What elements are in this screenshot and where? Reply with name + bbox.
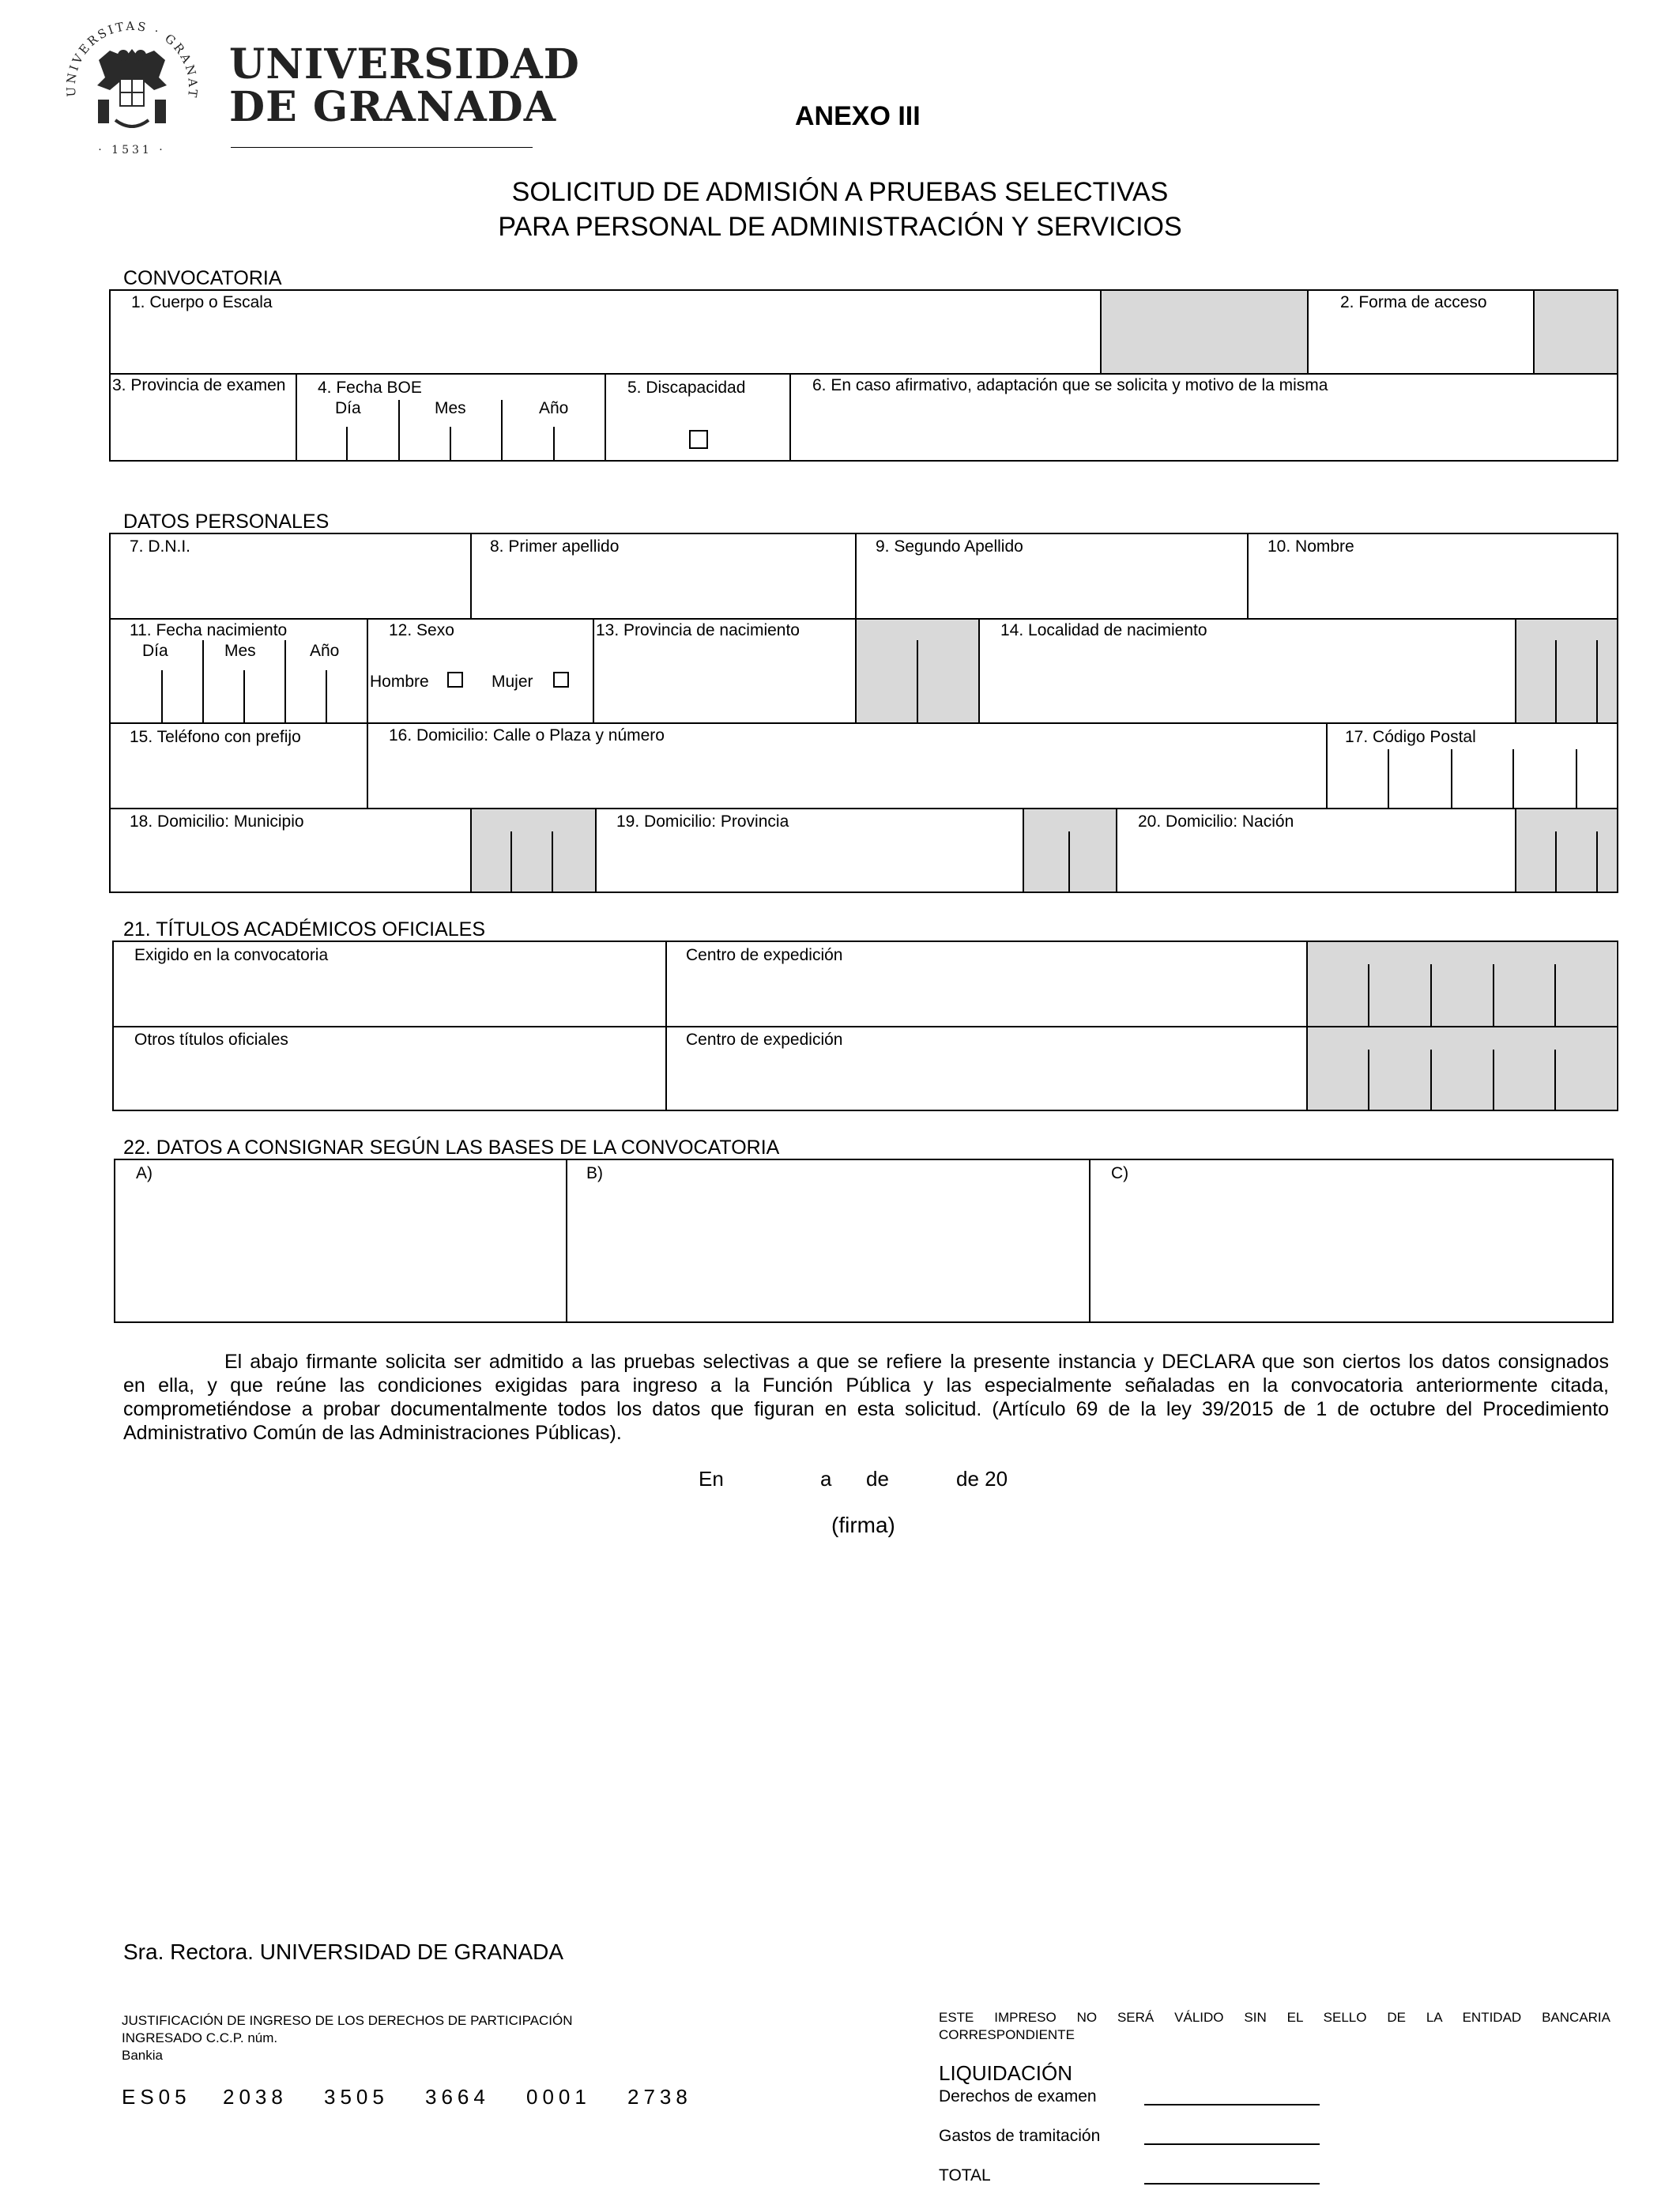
form-title-line1: SOLICITUD DE ADMISIÓN A PRUEBAS SELECTIVAS (511, 177, 1169, 207)
field-domicilio-nacion[interactable]: 20. Domicilio: Nación (1138, 812, 1294, 831)
field-forma-acceso[interactable]: 2. Forma de acceso (1340, 293, 1487, 311)
col-divider (1247, 533, 1249, 618)
field-centro-expedicion-1[interactable]: Centro de expedición (686, 946, 843, 964)
brand-underline (231, 147, 533, 148)
field-titulo-exigido[interactable]: Exigido en la convocatoria (134, 946, 329, 964)
cell-tick (1493, 964, 1494, 1026)
liquidacion-heading: LIQUIDACIÓN (939, 2061, 1073, 2085)
university-name-line2: DE GRANADA (229, 83, 557, 131)
declaration-paragraph (123, 1350, 1609, 1445)
cell-tick (1576, 749, 1577, 808)
iban-number (122, 2085, 729, 2109)
cell-tick (552, 831, 553, 893)
cell-tick (510, 831, 512, 893)
col-divider (1023, 808, 1024, 893)
date-divider (398, 400, 400, 462)
date-divider (202, 640, 204, 722)
col-divider (1533, 289, 1535, 375)
field-provincia-nacimiento[interactable]: 13. Provincia de nacimiento (596, 621, 800, 639)
label-hombre: Hombre (370, 673, 429, 691)
col-divider (1515, 618, 1516, 722)
label-dia: Día (142, 642, 168, 660)
field-base-c[interactable]: C) (1111, 1164, 1129, 1182)
discapacidad-checkbox[interactable] (689, 430, 708, 449)
cell-tick (1430, 964, 1432, 1026)
declaration-line-4: Administrativo Común de las Administraciones Públicas). (123, 1422, 622, 1444)
col-divider (593, 618, 594, 722)
cell-tick (1554, 964, 1556, 1026)
cell-tick (1068, 831, 1070, 893)
justificacion-line-1: JUSTIFICACIÓN DE INGRESO DE LOS DERECHOS DE PARTICIPACIÓN (122, 2013, 573, 2028)
cell-tick (917, 640, 918, 722)
field-fecha-nacimiento[interactable]: 11. Fecha nacimiento (130, 621, 288, 639)
cell-tick (1388, 749, 1389, 808)
derechos-examen-label: Derechos de examen (939, 2087, 1097, 2105)
bank-stamp-notice-line-1: ESTE IMPRESO NO SERÁ VÁLIDO SIN EL SELLO DE LA ENTIDAD BANCARIA (939, 2010, 1610, 2025)
label-mes: Mes (435, 399, 466, 417)
iban-group: 3505 (324, 2085, 389, 2109)
field-adaptacion[interactable]: 6. En caso afirmativo, adaptación que se solicita y motivo de la misma (812, 376, 1328, 394)
total-label: TOTAL (939, 2166, 991, 2185)
field-cuerpo-escala[interactable]: 1. Cuerpo o Escala (131, 293, 273, 311)
field-discapacidad: 5. Discapacidad (627, 379, 746, 397)
col-divider (470, 533, 472, 618)
col-divider (1306, 941, 1308, 1111)
col-divider (367, 722, 368, 808)
col-divider (367, 618, 368, 722)
col-divider (566, 1159, 567, 1323)
declaration-line-3: comprometiéndose a probar documentalmente todos los datos que figuran en esta solicitud. (Artículo 69 de la ley 39/2015 de 1 de octubre del Procedimiento (123, 1398, 1609, 1420)
declaration-line-2: en ella, y que reúne las condiciones exigidas para ingreso a la Función Pública y las especialmente señaladas en la convocatoria anteriormente citada, (123, 1374, 1609, 1397)
form-title-line2: PARA PERSONAL DE ADMINISTRACIÓN Y SERVICIOS (498, 212, 1182, 242)
col-divider (595, 808, 597, 893)
label-mes: Mes (224, 642, 256, 660)
row-divider (109, 808, 1618, 809)
col-divider (296, 373, 297, 462)
cell-tick (1555, 831, 1557, 893)
col-divider (1089, 1159, 1090, 1323)
date-divider (501, 400, 503, 462)
year-label: de 20 (956, 1467, 1008, 1491)
col-divider (855, 618, 857, 722)
total-line[interactable] (1144, 2183, 1320, 2185)
gastos-tramitacion-label: Gastos de tramitación (939, 2127, 1101, 2145)
day-label: a (820, 1467, 832, 1491)
cell-tick (1512, 749, 1514, 808)
justificacion-line-2: INGRESADO C.C.P. núm. (122, 2030, 278, 2045)
date-tick (450, 427, 451, 462)
field-provincia-examen[interactable]: 3. Provincia de examen (112, 376, 286, 394)
field-sexo: 12. Sexo (389, 621, 454, 639)
date-tick (553, 427, 555, 462)
row-divider (109, 722, 1618, 724)
cell-tick (1596, 640, 1598, 722)
cell-tick (1493, 1050, 1494, 1111)
cell-tick (1596, 831, 1598, 893)
field-base-b[interactable]: B) (586, 1164, 603, 1182)
convocatoria-table (109, 289, 1618, 462)
col-divider (789, 373, 791, 462)
iban-group: 3664 (425, 2085, 490, 2109)
cell-tick (1368, 964, 1369, 1026)
field-base-a[interactable]: A) (136, 1164, 153, 1182)
col-divider (470, 808, 472, 893)
field-segundo-apellido[interactable]: 9. Segundo Apellido (876, 537, 1023, 556)
col-divider (1326, 722, 1328, 808)
iban-group: 2038 (223, 2085, 288, 2109)
row-divider (109, 373, 1618, 375)
field-codigo-postal[interactable]: 17. Código Postal (1345, 728, 1476, 746)
col-divider (665, 941, 667, 1111)
month-label: de (866, 1467, 889, 1491)
annex-label: ANEXO III (795, 101, 921, 131)
declaration-line-1: El abajo firmante solicita ser admitido a las pruebas selectivas a que se refiere la presente instancia y DECLARA que son ciertos los datos consignados (224, 1351, 1609, 1373)
field-domicilio-calle[interactable]: 16. Domicilio: Calle o Plaza y número (389, 726, 665, 745)
field-nombre[interactable]: 10. Nombre (1268, 537, 1354, 556)
mujer-checkbox[interactable] (553, 672, 569, 688)
col-divider (855, 533, 857, 618)
row-divider (109, 618, 1618, 620)
label-mujer: Mujer (492, 673, 533, 691)
field-telefono[interactable]: 15. Teléfono con prefijo (130, 728, 301, 746)
field-centro-expedicion-2[interactable]: Centro de expedición (686, 1031, 843, 1049)
col-divider (1100, 289, 1102, 375)
label-dia: Día (335, 399, 361, 417)
university-name-line1: UNIVERSIDAD (229, 40, 580, 89)
label-ano: Año (539, 399, 569, 417)
bases-table (114, 1159, 1614, 1323)
justificacion-line-3: Bankia (122, 2048, 163, 2063)
svg-text:· 1531 ·: · 1531 · (98, 144, 166, 156)
field-otros-titulos[interactable]: Otros títulos oficiales (134, 1031, 288, 1049)
section-heading-titulos: 21. TÍTULOS ACADÉMICOS OFICIALES (123, 918, 485, 941)
addressee: Sra. Rectora. UNIVERSIDAD DE GRANADA (123, 1940, 564, 1964)
field-domicilio-provincia[interactable]: 19. Domicilio: Provincia (616, 812, 789, 831)
hombre-checkbox[interactable] (447, 672, 463, 688)
cell-tick (1555, 640, 1557, 722)
field-dni[interactable]: 7. D.N.I. (130, 537, 191, 556)
field-primer-apellido[interactable]: 8. Primer apellido (490, 537, 620, 556)
row-divider (112, 1026, 1618, 1027)
cell-tick (1554, 1050, 1556, 1111)
iban-group: 0001 (526, 2085, 591, 2109)
signature-label: (firma) (831, 1513, 895, 1537)
date-divider (284, 640, 286, 722)
cell-tick (1451, 749, 1452, 808)
section-heading-bases: 22. DATOS A CONSIGNAR SEGÚN LAS BASES DE LA CONVOCATORIA (123, 1137, 780, 1159)
col-divider (978, 618, 980, 722)
field-fecha-boe[interactable]: 4. Fecha BOE (318, 379, 422, 397)
col-divider (1116, 808, 1117, 893)
iban-group: ES05 (122, 2085, 191, 2109)
field-domicilio-municipio[interactable]: 18. Domicilio: Municipio (130, 812, 304, 831)
cell-tick (1430, 1050, 1432, 1111)
gastos-tramitacion-line[interactable] (1144, 2143, 1320, 2145)
label-ano: Año (310, 642, 340, 660)
section-heading-datos-personales: DATOS PERSONALES (123, 511, 330, 533)
svg-text:UNIVERSITAS · GRANATENSIS: UNIVERSITAS · GRANAT (63, 18, 201, 101)
bank-stamp-notice-line-2: CORRESPONDIENTE (939, 2027, 1075, 2042)
date-tick (346, 427, 348, 462)
date-tick (161, 670, 163, 722)
cell-tick (1368, 1050, 1369, 1111)
col-divider (605, 373, 606, 462)
col-divider (1515, 808, 1516, 893)
university-seal (60, 17, 204, 161)
date-tick (243, 670, 245, 722)
datos-personales-table (109, 533, 1618, 893)
field-localidad-nacimiento[interactable]: 14. Localidad de nacimiento (1000, 621, 1207, 639)
derechos-examen-line[interactable] (1144, 2104, 1320, 2105)
section-heading-convocatoria: CONVOCATORIA (123, 267, 282, 289)
iban-group: 2738 (627, 2085, 692, 2109)
col-divider (1307, 289, 1309, 375)
date-tick (326, 670, 327, 722)
place-label: En (699, 1467, 724, 1491)
